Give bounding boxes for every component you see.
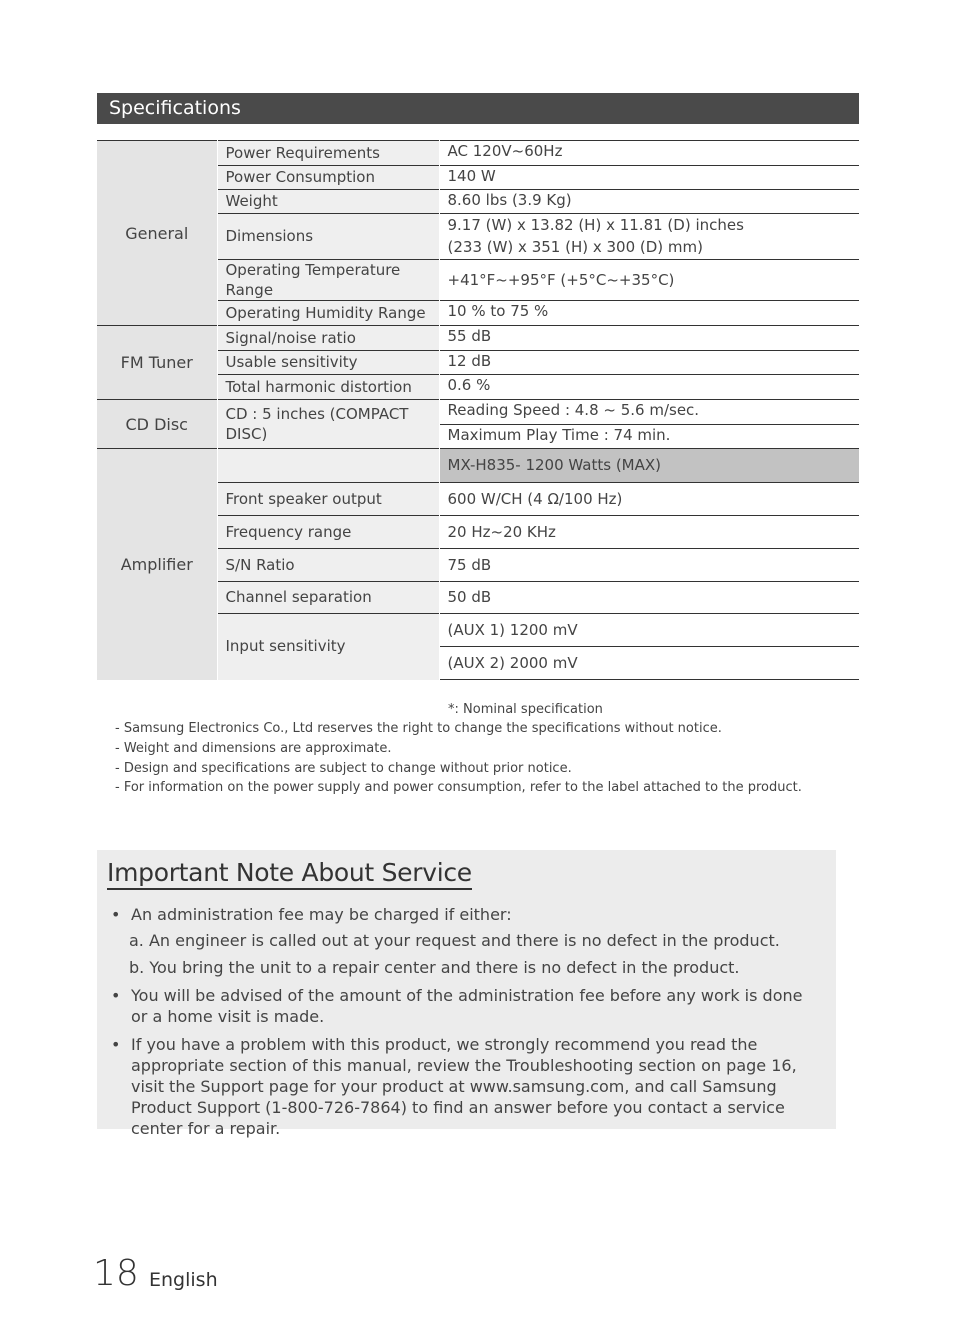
spec-label: Total harmonic distortion: [217, 375, 439, 400]
spec-label: Frequency range: [217, 516, 439, 549]
note-line: - Weight and dimensions are approximate.: [115, 741, 392, 756]
nominal-note: *: Nominal specification: [448, 702, 603, 717]
spec-value-model: MX-H835- 1200 Watts (MAX): [439, 449, 859, 483]
service-bullet-text: If you have a problem with this product, we strongly recommend you read the appropriate section of this manual, review the Troubleshooting section on page 16, visit the Support page for your product at www.samsung.com, and call Samsung Product Support (1-800-726-7864) to find an answer before you contact a service center for a repair.: [131, 1035, 797, 1138]
table-row: [97, 400, 859, 425]
service-bullet-text: An administration fee may be charged if either:: [131, 905, 512, 924]
spec-label: Signal/noise ratio: [217, 326, 439, 351]
spec-value: (233 (W) x 351 (H) x 300 (D) mm): [439, 237, 859, 260]
spec-label-empty: [217, 449, 439, 483]
bullet-icon: •: [111, 986, 121, 1005]
service-sub-item: a. An engineer is called out at your request and there is no defect in the product.: [129, 931, 780, 950]
spec-value: 0.6 %: [439, 375, 859, 400]
bullet-icon: •: [111, 905, 121, 924]
category-fm-tuner: FM Tuner: [97, 326, 217, 400]
spec-label: Power Consumption: [217, 166, 439, 190]
spec-label: S/N Ratio: [217, 549, 439, 582]
service-note-box: [97, 850, 836, 1138]
service-sub-item: b. You bring the unit to a repair center and there is no defect in the product.: [129, 958, 740, 977]
spec-label: Usable sensitivity: [217, 351, 439, 375]
spec-value: +41°F~+95°F (+5°C~+35°C): [439, 260, 859, 301]
spec-value: Reading Speed : 4.8 ~ 5.6 m/sec.: [439, 400, 859, 425]
spec-value: 75 dB: [439, 549, 859, 582]
spec-value: (AUX 1) 1200 mV: [439, 614, 859, 647]
spec-value: 12 dB: [439, 351, 859, 375]
section-header-specifications: [97, 93, 859, 124]
service-bullet-text: You will be advised of the amount of the administration fee before any work is done or a home visit is made.: [131, 986, 803, 1026]
spec-label: Weight: [217, 190, 439, 214]
spec-value: (AUX 2) 2000 mV: [439, 647, 859, 680]
note-line: - Samsung Electronics Co., Ltd reserves the right to change the specifications without notice.: [115, 721, 722, 736]
spec-value: 8.60 lbs (3.9 Kg): [439, 190, 859, 214]
category-cd-disc: CD Disc: [97, 400, 217, 449]
section-title: Specifications: [109, 97, 241, 119]
spec-label: Front speaker output: [217, 483, 439, 516]
category-amplifier: Amplifier: [97, 449, 217, 680]
spec-value: 20 Hz~20 KHz: [439, 516, 859, 549]
category-general: General: [97, 141, 217, 326]
table-row: [97, 326, 859, 351]
spec-label: Operating Temperature Range: [217, 260, 439, 301]
spec-label: Input sensitivity: [217, 614, 439, 680]
page-number: 18: [93, 1253, 139, 1294]
service-title: Important Note About Service: [107, 858, 472, 890]
table-row: [97, 449, 859, 483]
spec-value: 600 W/CH (4 Ω/100 Hz): [439, 483, 859, 516]
page-language: English: [149, 1269, 218, 1291]
spec-value: 9.17 (W) x 13.82 (H) x 11.81 (D) inches: [439, 214, 859, 237]
spec-label: CD : 5 inches (COMPACT DISC): [217, 400, 439, 449]
spec-label: Power Requirements: [217, 141, 439, 166]
spec-value: 140 W: [439, 166, 859, 190]
table-row: [97, 141, 859, 166]
spec-label: Dimensions: [217, 214, 439, 260]
spec-label: Operating Humidity Range: [217, 301, 439, 326]
spec-value: AC 120V~60Hz: [439, 141, 859, 166]
note-line: - For information on the power supply and power consumption, refer to the label attached to the product.: [115, 780, 802, 795]
bullet-icon: •: [111, 1035, 121, 1054]
note-line: - Design and specifications are subject to change without prior notice.: [115, 761, 572, 776]
spec-label: Channel separation: [217, 582, 439, 614]
specifications-table: [97, 140, 859, 680]
spec-value: Maximum Play Time : 74 min.: [439, 425, 859, 449]
spec-value: 55 dB: [439, 326, 859, 351]
spec-value: 10 % to 75 %: [439, 301, 859, 326]
spec-value: 50 dB: [439, 582, 859, 614]
